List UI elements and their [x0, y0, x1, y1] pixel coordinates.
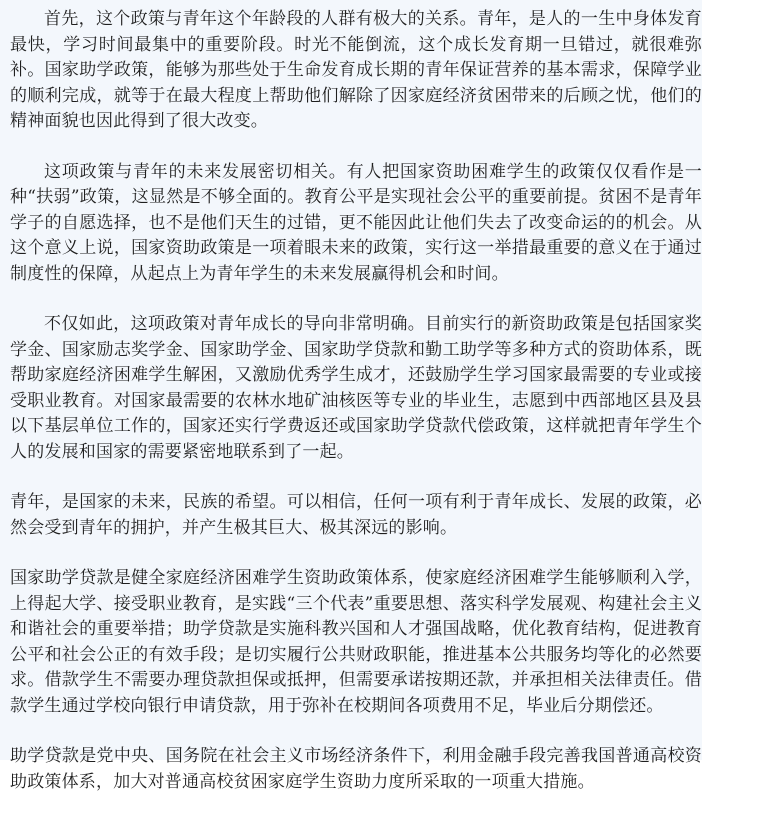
paragraph-6: 助学贷款是党中央、国务院在社会主义市场经济条件下，利用金融手段完善我国普通高校资助政策体系，加大对普通高校贫困家庭学生资助力度所采取的一项重大措施。 [10, 746, 702, 792]
paragraph-5: 国家助学贷款是健全家庭经济困难学生资助政策体系，使家庭经济困难学生能够顺利入学，上得起大学、接受职业教育，是实践“三个代表”重要思想、落实科学发展观、构建社会主义和谐社会的重要举措；助学贷款是实施科教兴国和人才强国战略，优化教育结构，促进教育公平和社会公正的有效手段；是切实履行公共财政职能，推进基本公共服务均等化的必然要求。借款学生不需要办理贷款担保或抵押，但需要承诺按期还款，并承担相关法律责任。借款学生通过学校向银行申请贷款，用于弥补在校期间各项费用不足，毕业后分期偿还。 [10, 568, 702, 716]
paragraph-4: 青年，是国家的未来，民族的希望。可以相信，任何一项有利于青年成长、发展的政策，必然会受到青年的拥护，并产生极其巨大、极其深远的影响。 [10, 492, 702, 538]
paragraph-1: 首先，这个政策与青年这个年龄段的人群有极大的关系。青年，是人的一生中身体发育最快，学习时间最集中的重要阶段。时光不能倒流，这个成长发育期一旦错过，就很难弥补。国家助学政策，能够为那些处于生命发育成长期的青年保证营养的基本需求，保障学业的顺利完成，就等于在最大程度上帮助他们解除了因家庭经济贫困带来的后顾之忧，他们的精神面貌也因此得到了很大改变。 [10, 9, 702, 131]
paragraph-2: 这项政策与青年的未来发展密切相关。有人把国家资助困难学生的政策仅仅看作是一种“扶弱”政策，这显然是不够全面的。教育公平是实现社会公平的重要前提。贫困不是青年学子的自愿选择，也不是他们天生的过错，更不能因此让他们失去了改变命运的的机会。从这个意义上说，国家资助政策是一项着眼未来的政策，实行这一举措最重要的意义在于通过制度性的保障，从起点上为青年学生的未来发展赢得机会和时间。 [10, 161, 702, 284]
paragraph-3: 不仅如此，这项政策对青年成长的导向非常明确。目前实行的新资助政策是包括国家奖学金、国家励志奖学金、国家助学金、国家助学贷款和勤工助学等多种方式的资助体系，既帮助家庭经济困难学生解困，又激励优秀学生成才，还鼓励学生学习国家最需要的专业或接受职业教育。对国家最需要的农林水地矿油核医等专业的毕业生，志愿到中西部地区县及县以下基层单位工作的，国家还实行学费返还或国家助学贷款代偿政策，这样就把青年学生个人的发展和国家的需要紧密地联系到了一起。 [10, 314, 702, 462]
article-body [10, 7, 702, 820]
